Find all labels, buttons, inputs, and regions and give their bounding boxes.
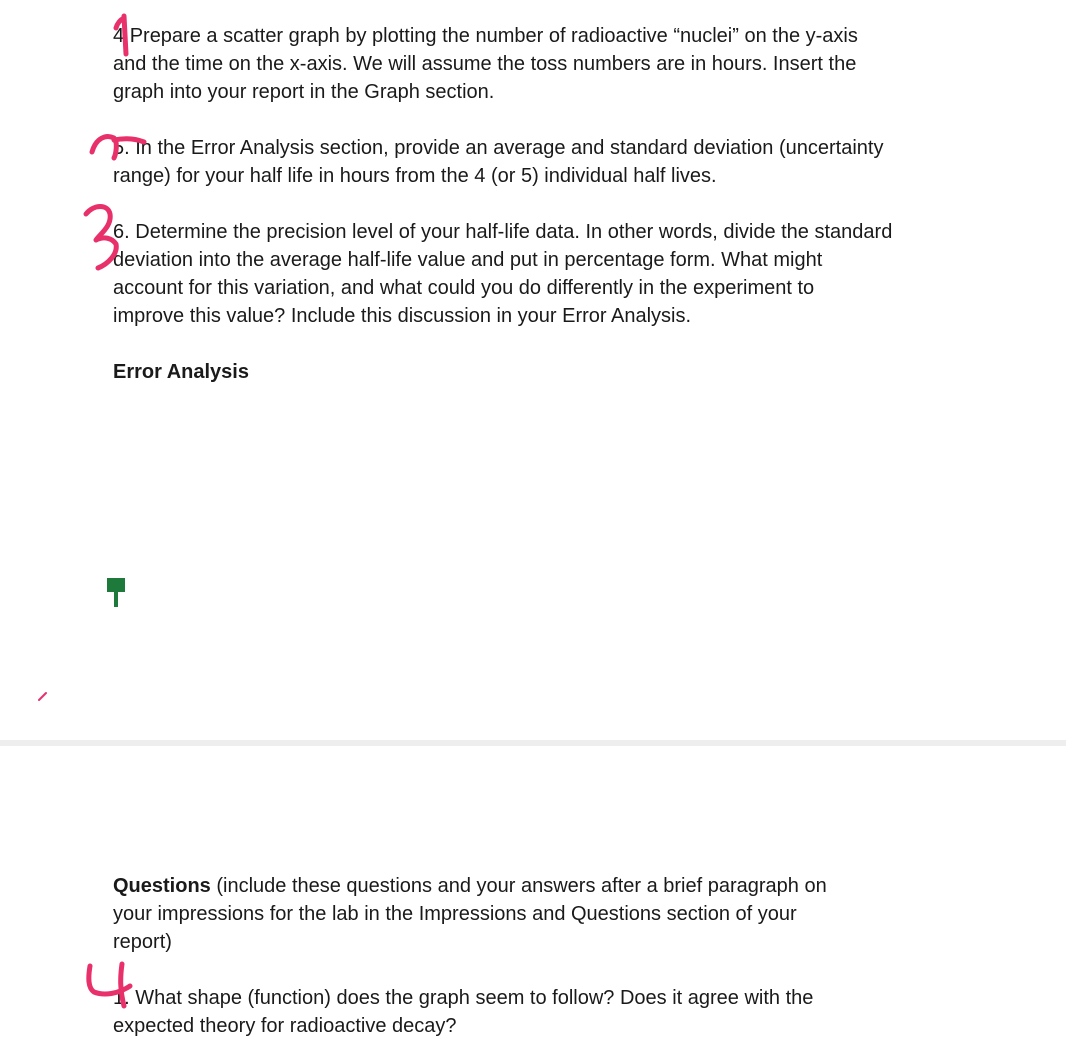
green-pin-icon[interactable]	[107, 578, 125, 608]
question-1-marker: 1.	[113, 987, 130, 1009]
step-4-line-1: Prepare a scatter graph by plotting the number of radioactive “nuclei” on the y-axis	[129, 25, 858, 47]
step-4-paragraph	[113, 22, 858, 106]
step-4-line-3: graph into your report in the Graph section.	[113, 81, 495, 103]
step-4-line-2: and the time on the x-axis. We will assume the toss numbers are in hours. Insert the	[113, 53, 857, 75]
question-1-line-2: expected theory for radioactive decay?	[113, 1015, 457, 1037]
question-1-line-1: What shape (function) does the graph seem to follow? Does it agree with the	[135, 987, 814, 1009]
questions-intro-line-2: your impressions for the lab in the Impressions and Questions section of your	[113, 903, 797, 925]
step-6-paragraph	[113, 218, 892, 330]
step-5-paragraph	[113, 134, 883, 190]
question-1-paragraph	[113, 984, 813, 1040]
step-6-line-1: Determine the precision level of your half-life data. In other words, divide the standard	[135, 221, 893, 243]
step-5-marker: 5.	[113, 137, 130, 159]
step-4-marker: 4	[113, 25, 125, 47]
step-6-line-4: improve this value? Include this discussion in your Error Analysis.	[113, 305, 692, 327]
questions-heading: Questions	[113, 875, 211, 897]
step-6-line-3: account for this variation, and what could you do differently in the experiment to	[113, 277, 815, 299]
document-page-2	[0, 746, 1066, 1048]
step-5-line-1: In the Error Analysis section, provide an average and standard deviation (uncertainty	[135, 137, 884, 159]
step-5-line-2: range) for your half life in hours from the 4 (or 5) individual half lives.	[113, 165, 717, 187]
questions-intro-line-1: (include these questions and your answers after a brief paragraph on	[210, 875, 827, 897]
questions-intro-line-3: report)	[113, 931, 172, 953]
error-analysis-heading: Error Analysis	[113, 361, 249, 383]
questions-paragraph	[113, 872, 827, 956]
step-6-marker: 6.	[113, 221, 130, 243]
stray-ink-mark-icon	[36, 688, 50, 704]
step-6-line-2: deviation into the average half-life value and put in percentage form. What might	[113, 249, 823, 271]
